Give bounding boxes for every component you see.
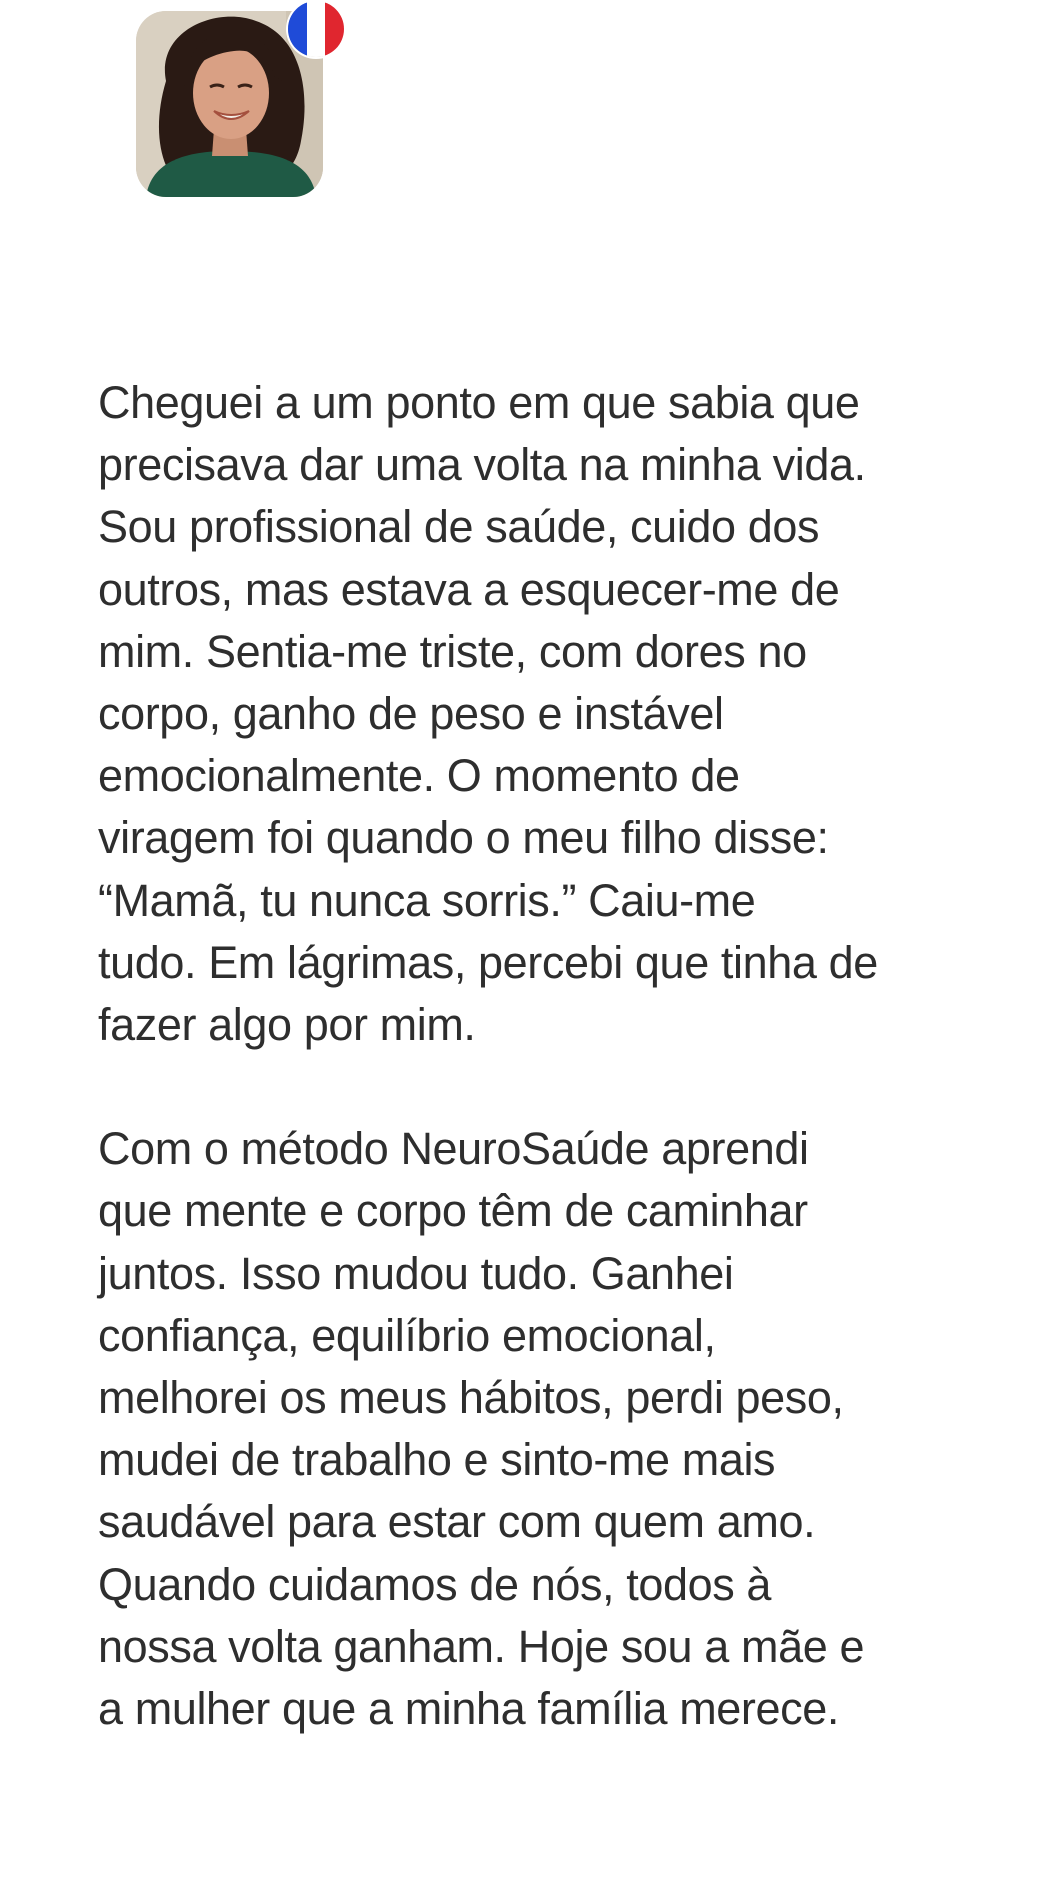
testimonial-paragraph-1: Cheguei a um ponto em que sabia que precisava dar uma volta na minha vida. Sou profissional de saúde, cuido dos outros, mas estava a esquecer-me de mim. Sentia-me triste, com dores no corpo, ganho de peso e instável emocionalmente. O momento de viragem foi quando o meu filho disse: “Mamã, tu nunca sorris.” Caiu-me tudo. Em lágrimas, percebi que tinha de fazer algo por mim.	[98, 377, 878, 1051]
testimonial-paragraph-2: Com o método NeuroSaúde aprendi que mente e corpo têm de caminhar juntos. Isso mudou tudo. Ganhei confiança, equilíbrio emocional, melhorei os meus hábitos, perdi peso, mudei de trabalho e sinto-me mais saudável para estar com quem amo. Quando cuidamos de nós, todos à nossa volta ganham. Hoje sou a mãe e a mulher que a minha família merece.	[98, 1123, 865, 1735]
flag-stripe-white	[307, 1, 326, 57]
france-flag-icon	[288, 1, 344, 57]
profile-header	[136, 11, 323, 197]
flag-stripe-red	[325, 1, 344, 57]
testimonial-text	[98, 372, 958, 1740]
